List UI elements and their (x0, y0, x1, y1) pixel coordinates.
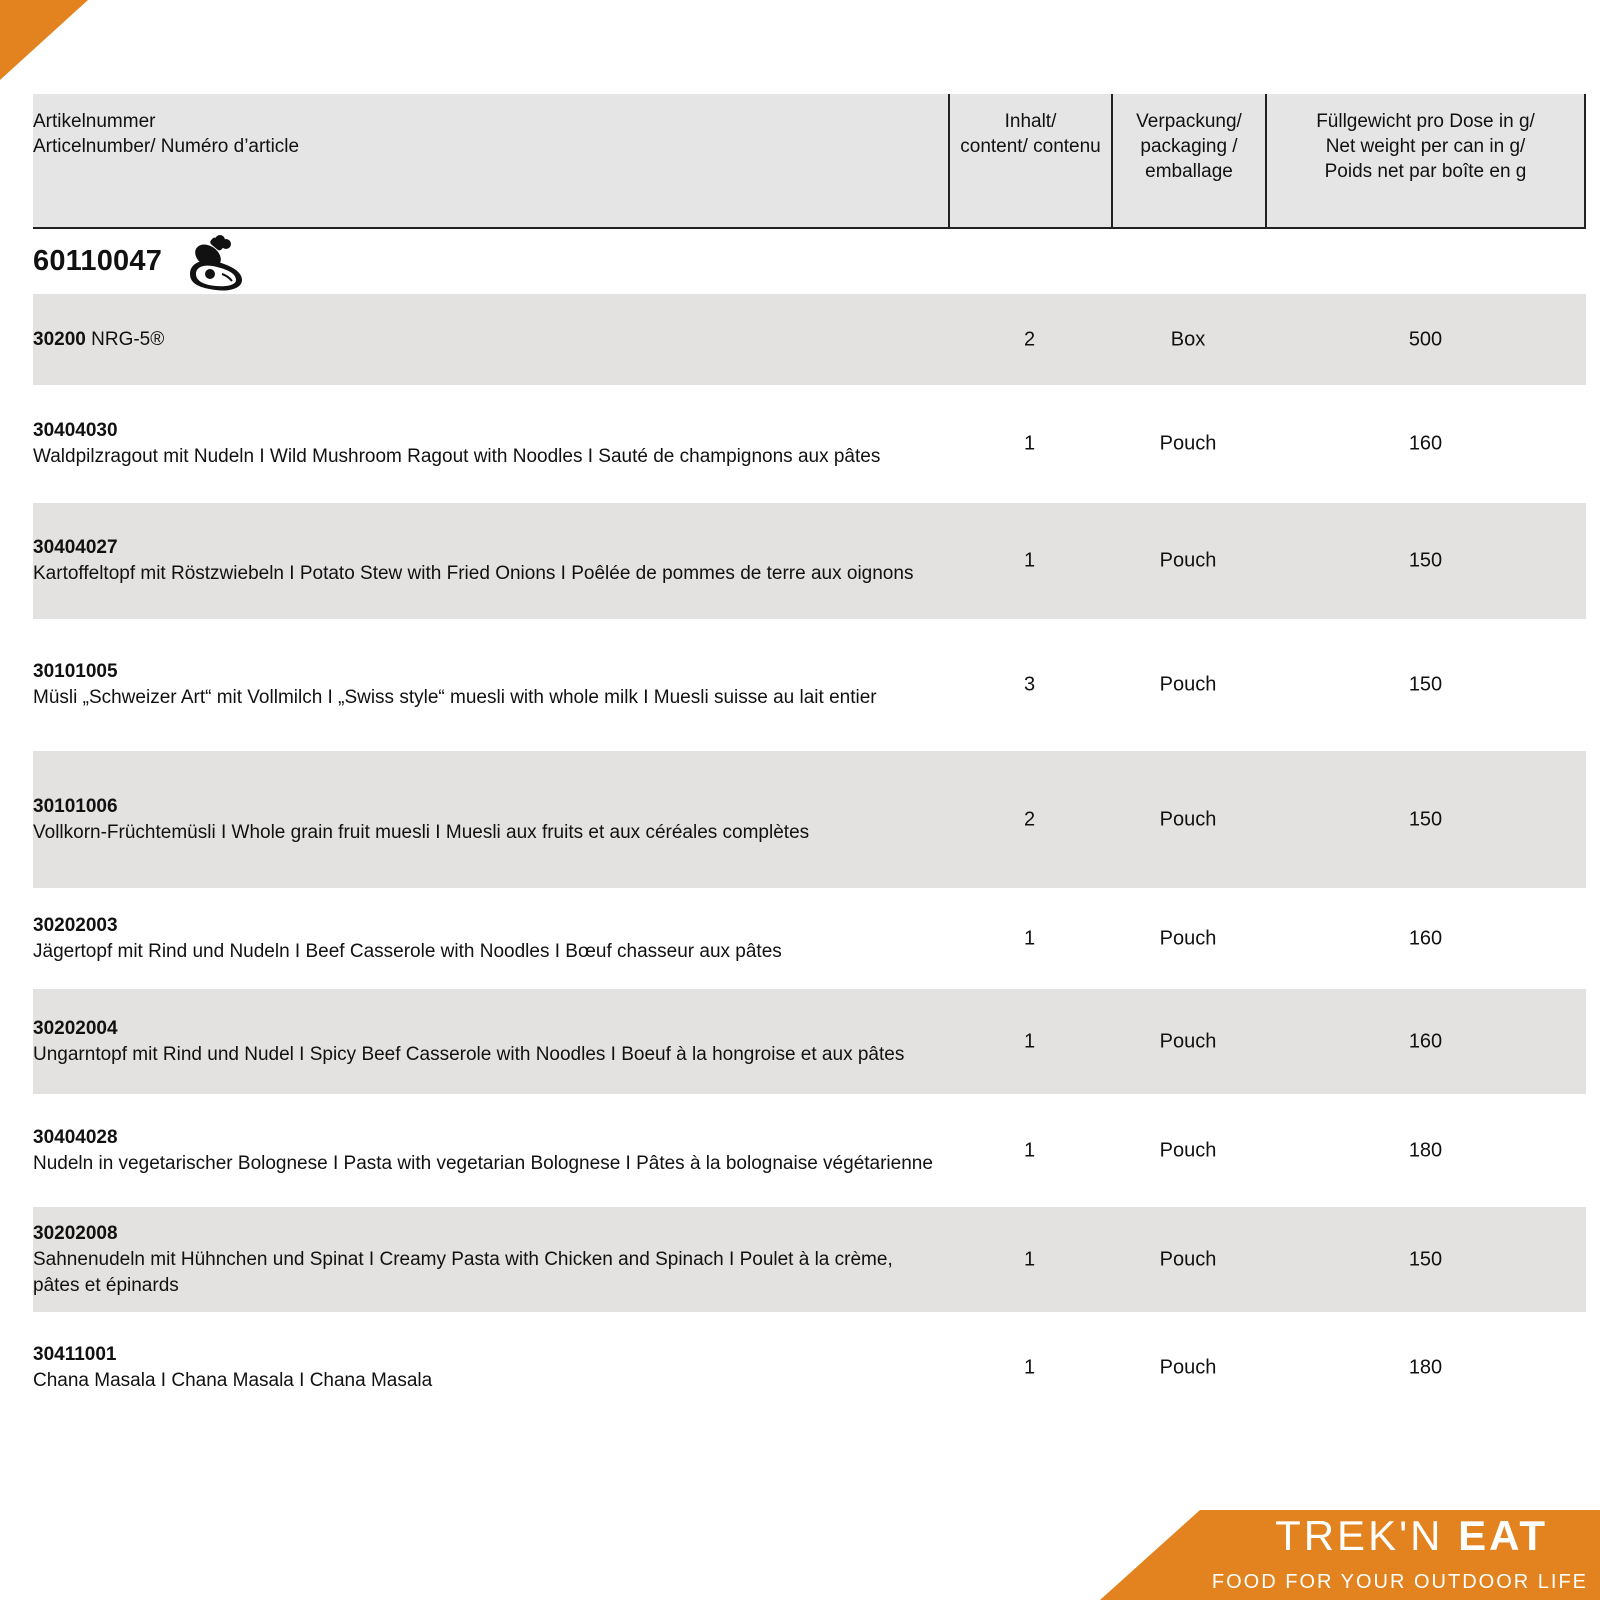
table-row (33, 1207, 1586, 1312)
row-content: 1 (1023, 1248, 1036, 1270)
meat-icon (184, 230, 248, 294)
product-name: Sahnenudeln mit Hühnchen und Spinat I Creamy Pasta with Chicken and Spinach I Poulet à la crème, pâtes et épinards (33, 1248, 893, 1296)
row-packaging: Pouch (1159, 673, 1217, 696)
row-weight: 180 (1408, 1356, 1443, 1379)
header-line: emballage (1145, 161, 1233, 182)
row-description (33, 1342, 933, 1394)
row-description (33, 418, 933, 470)
header-line: Inhalt/ (1004, 111, 1057, 132)
product-name: Chana Masala I Chana Masala I Chana Masala (33, 1370, 433, 1391)
row-weight: 150 (1408, 673, 1443, 696)
table-row (33, 1094, 1586, 1207)
row-description (33, 327, 933, 353)
product-name: Nudeln in vegetarischer Bolognese I Pasta with vegetarian Bolognese I Pâtes à la bolognaise végétarienne (33, 1152, 933, 1174)
article-code: 30101005 (33, 661, 118, 682)
row-content: 1 (1023, 1356, 1036, 1379)
header-content (948, 94, 1111, 227)
product-name: Vollkorn-Früchtemüsli I Whole grain fruit muesli I Muesli aux fruits et aux céréales complètes (33, 821, 810, 843)
table-row (33, 503, 1586, 619)
header-line: Verpackung/ (1136, 111, 1242, 132)
header-net-weight (1265, 94, 1586, 227)
row-content: 2 (1023, 328, 1036, 350)
table-header (33, 94, 1586, 229)
table-row (33, 989, 1586, 1094)
table-row (33, 1312, 1586, 1424)
brand-name-thin: TREK'N (1275, 1512, 1459, 1559)
table-row (33, 888, 1586, 989)
row-description (33, 794, 933, 846)
article-code: 30404027 (33, 537, 118, 558)
brand-name-bold: EAT (1458, 1512, 1548, 1559)
row-weight: 150 (1408, 1248, 1443, 1270)
article-code: 30404030 (33, 420, 118, 441)
product-table (33, 94, 1586, 1424)
row-content: 3 (1023, 673, 1036, 696)
header-line: Artikelnummer (33, 111, 156, 132)
article-code: 30202008 (33, 1222, 118, 1244)
row-weight: 150 (1408, 549, 1443, 572)
product-name: Kartoffeltopf mit Röstzwiebeln I Potato Stew with Fried Onions I Poêlée de pommes de terre aux oignons (33, 563, 914, 584)
article-code: 30411001 (33, 1344, 117, 1365)
product-name: Waldpilzragout mit Nudeln I Wild Mushroom Ragout with Noodles I Sauté de champignons aux pâtes (33, 446, 881, 467)
table-row (33, 294, 1586, 385)
corner-accent (0, 0, 88, 80)
row-packaging: Pouch (1159, 1356, 1217, 1379)
row-packaging: Pouch (1159, 808, 1217, 830)
row-description (33, 1221, 933, 1299)
brand-logo (1275, 1512, 1548, 1560)
row-weight: 180 (1408, 1139, 1443, 1161)
row-content: 1 (1023, 549, 1036, 572)
row-description (33, 535, 933, 587)
row-weight: 500 (1408, 328, 1443, 350)
header-line: Poids net par boîte en g (1324, 161, 1527, 182)
row-weight: 160 (1408, 927, 1443, 949)
product-name: Müsli „Schweizer Art“ mit Vollmilch I „Swiss style“ muesli with whole milk I Muesli suisse au lait entier (33, 687, 877, 708)
row-content: 1 (1023, 1139, 1036, 1161)
header-line: Articelnumber/ Numéro d’article (33, 136, 300, 157)
row-packaging: Pouch (1159, 1030, 1217, 1052)
article-code: 30202003 (33, 914, 118, 936)
row-description (33, 1016, 933, 1068)
product-name: Jägertopf mit Rind und Nudeln I Beef Casserole with Noodles I Bœuf chasseur aux pâtes (33, 940, 782, 962)
article-code: 30101006 (33, 795, 118, 817)
product-name: NRG-5® (85, 328, 165, 350)
header-article-number (33, 94, 948, 227)
header-line: packaging / (1140, 136, 1238, 157)
row-description (33, 913, 933, 965)
table-row (33, 751, 1586, 888)
row-content: 1 (1023, 432, 1036, 455)
row-weight: 160 (1408, 432, 1443, 455)
header-line: Füllgewicht pro Dose in g/ (1316, 111, 1535, 132)
group-heading (33, 229, 1586, 294)
row-description (33, 659, 933, 711)
header-line: content/ contenu (960, 136, 1101, 157)
row-content: 1 (1023, 1030, 1036, 1052)
table-row (33, 385, 1586, 503)
row-packaging: Pouch (1159, 1139, 1217, 1161)
row-content: 2 (1023, 808, 1036, 830)
row-weight: 150 (1408, 808, 1443, 830)
brand-tagline: FOOD FOR YOUR OUTDOOR LIFE (1211, 1571, 1588, 1593)
row-packaging: Pouch (1159, 549, 1217, 572)
article-code: 30404028 (33, 1126, 118, 1148)
header-packaging (1111, 94, 1265, 227)
row-packaging: Pouch (1159, 1248, 1217, 1270)
row-description (33, 1125, 933, 1177)
article-code: 30200 (33, 328, 86, 350)
table-row (33, 619, 1586, 751)
article-code: 30202004 (33, 1017, 118, 1039)
row-content: 1 (1023, 927, 1036, 949)
header-line: Net weight per can in g/ (1325, 136, 1526, 157)
group-code: 60110047 (33, 245, 163, 277)
row-weight: 160 (1408, 1030, 1443, 1052)
row-packaging: Pouch (1159, 432, 1217, 455)
row-packaging: Pouch (1159, 927, 1217, 949)
product-name: Ungarntopf mit Rind und Nudel I Spicy Beef Casserole with Noodles I Boeuf à la hongroise et aux pâtes (33, 1043, 905, 1065)
row-packaging: Box (1170, 328, 1206, 350)
